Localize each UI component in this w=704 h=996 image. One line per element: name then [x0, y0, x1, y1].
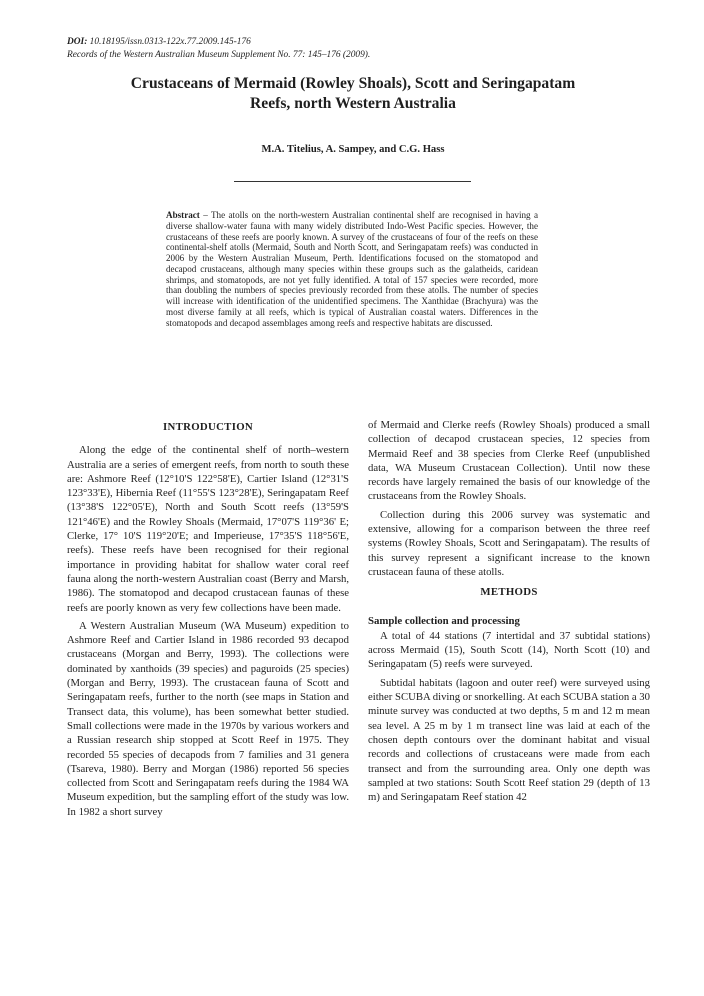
title-divider: [234, 181, 471, 182]
methods-paragraph: Subtidal habitats (lagoon and outer reef) were surveyed using either SCUBA diving or snorkelling. At each SCUBA station a 30 minute survey was conducted at two depths, 5 m and 12 m mean sea level. A 25 m by 1 m transect line was laid at each of the chosen depth contours over the dominant habitat and visual records and collections of crustaceans were made from each transect and from the surrounding area. Only one depth was sampled at two stations: South Scott Reef station 29 (depth of 13 m) and Seringapatam Reef station 42: [368, 676, 650, 804]
left-column: [67, 418, 349, 823]
author-list: M.A. Titelius, A. Sampey, and C.G. Hass: [261, 144, 445, 155]
introduction-paragraph: A Western Australian Museum (WA Museum) expedition to Ashmore Reef and Cartier Island in 1986 recorded 93 decapod crustaceans (Morgan and Berry, 1993). The collections were dominated by xanthoids (39 species) and paguroids (25 species) (Morgan and Berry, 1993). The crustacean fauna of Scott and Seringapatam reefs, further to the north (see maps in Station and Transect data, this volume), has been somewhat better studied. Small collections were made in the 1970s by various workers and a Russian research ship stopped at Scott Reef in 1975. They recorded 55 species of decapods from 7 families and 31 genera (Tsareva, 1980). Berry and Morgan (1986) reported 56 species collected from Scott and Seringapatam reefs during the 1984 WA Museum expedition, but the sampling effort of the study was low. In 1982 a short survey: [67, 619, 349, 818]
doi-value[interactable]: 10.18195/issn.0313-122x.77.2009.145-176: [89, 37, 251, 47]
abstract: [166, 210, 538, 328]
abstract-label: Abstract: [166, 210, 200, 220]
doi-label: DOI:: [67, 37, 88, 47]
introduction-paragraph-continued: of Mermaid and Clerke reefs (Rowley Shoals) produced a small collection of decapod crustacean species, 12 species from Mermaid Reef and 38 species from Clerke Reef (unpublished data, WA Museum Crustacean Collection). Until now these records have largely remained the basis of our knowledge of the crustaceans from the Rowley Shoals.: [368, 419, 650, 503]
paper-title: Crustaceans of Mermaid (Rowley Shoals), Scott and Seringapatam Reefs, north Western Australia: [130, 75, 576, 112]
methods-heading: METHODS: [480, 586, 538, 599]
doi-header: [67, 36, 647, 62]
right-column: [368, 418, 650, 808]
methods-paragraph: A total of 44 stations (7 intertidal and 37 subtidal stations) across Mermaid (15), South Scott (14), North Scott (10) and Seringapatam (5) reefs were surveyed.: [368, 629, 650, 671]
introduction-heading: INTRODUCTION: [163, 421, 253, 433]
methods-subheading: Sample collection and processing: [368, 614, 520, 627]
abstract-text: – The atolls on the north-western Australian continental shelf are recognised in having a diverse shallow-water fauna with many widely distributed Indo-West Pacific species. However, the crustaceans of these reefs are poorly known. A survey of the crustaceans of four of the reefs on these continental-shelf atolls (Mermaid, South and North Scott, and Seringapatam reefs) was conducted in 2006 by the Western Australian Museum, Perth. Identifications focused on the stomatopod and decapod crustaceans, although many species within these groups such as the galatheids, caridean shrimps, and stomatopods, are not yet fully identified. A total of 157 species were recorded, more than doubling the numbers of species previously recorded from these atolls. The number of species will increase with identification of the unidentified specimens. The Xanthidae (Brachyura) was the most diverse family at all reefs, which is typical of Australian coastal waters. Differences in the stomatopods and decapod assemblages among reefs and respective habitats are discussed.: [166, 210, 538, 328]
doi-line: [67, 36, 647, 49]
introduction-paragraph: Along the edge of the continental shelf of north–western Australia are a series of emergent reefs, from north to south these are: Ashmore Reef (12°10'S 122°58'E), Cartier Island (12°31'S 123°33'E), Hibernia Reef (11°55'S 123°28'E), Seringapatam Reef (13°38'S 122°05'E), North and South Scott reefs (13°59'S 121°46'E) and the Rowley Shoals (Mermaid, 17°07'S 119°36' E; Clerke, 17° 10'S 119°20'E; and Imperieuse, 17°35'S 118°56'E, reefs). These reefs have been recognised for their regional importance in providing habitat for shallow water coral reef fauna along the north-western Australian coast (Berry and Marsh, 1986). The stomatopod and decapod crustacean faunas of these reefs are poorly known as very few collections have been made.: [67, 444, 349, 614]
journal-citation: Records of the Western Australian Museum Supplement No. 77: 145–176 (2009).: [67, 50, 371, 60]
introduction-paragraph: Collection during this 2006 survey was systematic and extensive, allowing for a comparison between the three reef systems (Rowley Shoals, Scott and Seringapatam). The results of this survey represent a significant increase to the known crustacean fauna of these atolls.: [368, 508, 650, 578]
